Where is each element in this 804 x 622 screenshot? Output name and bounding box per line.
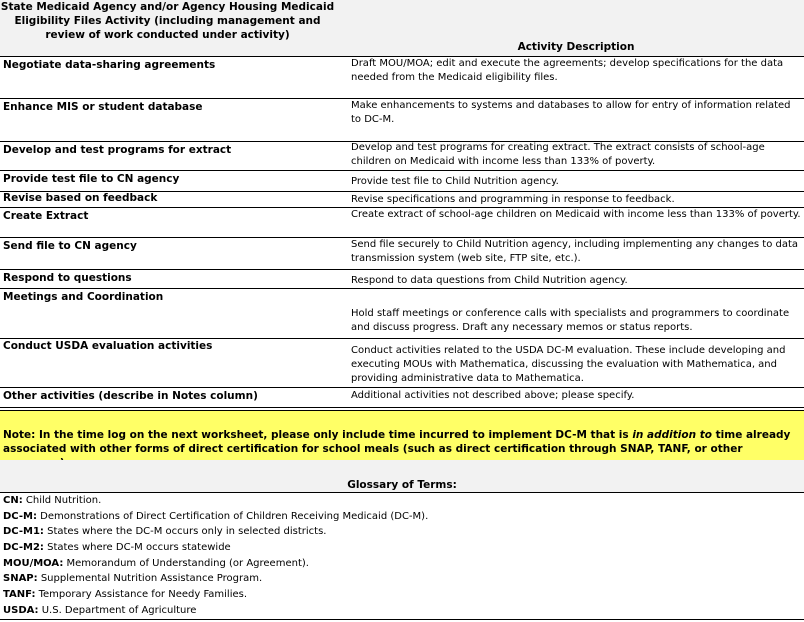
table-row [0,339,804,388]
activity-description: Respond to data questions from Child Nutrition agency. [351,275,628,286]
table-row [0,238,804,270]
bottom-border [0,619,804,620]
activity-name: Negotiate data-sharing agreements [3,59,216,71]
glossary-item: DC-M2: States where DC-M occurs statewide [3,542,231,553]
activity-description: Conduct activities related to the USDA DC-M evaluation. These include developing and executing MOUs with Mathematica, discussing the evaluation with Mathematica, and providing administrative data to Mathematica. [351,345,786,384]
table-row [0,99,804,142]
activity-name: Conduct USDA evaluation activities [3,340,213,352]
glossary-item: CN: Child Nutrition. [3,495,102,506]
glossary-item: TANF: Temporary Assistance for Needy Families. [3,589,248,600]
activity-description: Draft MOU/MOA; edit and execute the agreements; develop specifications for the data needed from the Medicaid eligibility files. [351,58,784,83]
glossary-item: DC-M1: States where the DC-M occurs only in selected districts. [3,526,327,537]
table-row [0,270,804,289]
activity-description: Send file securely to Child Nutrition agency, including implementing any changes to data transmission system (web site, FTP site, etc.). [351,239,799,264]
activity-name: Respond to questions [3,272,132,284]
glossary-title: Glossary of Terms: [347,479,457,491]
activity-name: Enhance MIS or student database [3,101,203,113]
activity-description: Make enhancements to systems and databases to allow for entry of information related to DC-M. [351,100,791,125]
activity-name: Create Extract [3,210,89,222]
activity-description: Revise specifications and programming in response to feedback. [351,194,675,205]
table-row [0,142,804,171]
table-header [0,0,804,57]
activity-name: Other activities (describe in Notes column) [3,390,258,402]
table-row [0,171,804,192]
table-row [0,208,804,238]
activity-description: Create extract of school-age children on Medicaid with income less than 133% of poverty. [351,209,801,220]
activity-name: Meetings and Coordination [3,291,164,303]
glossary-item: MOU/MOA: Memorandum of Understanding (or Agreement). [3,558,309,569]
table-row [0,57,804,99]
glossary-item: USDA: U.S. Department of Agriculture [3,605,197,616]
table-row [0,388,804,408]
activity-name: Develop and test programs for extract [3,144,232,156]
activity-name: Provide test file to CN agency [3,173,180,185]
activity-description: Develop and test programs for creating extract. The extract consists of school-age children on Medicaid with income less than 133% of poverty. [351,142,765,167]
activity-column-header: State Medicaid Agency and/or Agency Housing Medicaid Eligibility Files Activity (including management and review of work conducted under activity) [0,1,335,41]
table-row [0,289,804,339]
note-box [0,410,804,461]
note-emphasis: in addition to [632,429,712,441]
glossary-header [0,460,804,493]
note-text: Note: In the time log on the next worksheet, please only include time incurred to implement DC-M that is in addition to time already associated with other forms of direct certification for school meals (such as direct certification through SNAP, TANF, or other [3,429,791,455]
table-row [0,192,804,208]
activity-description: Additional activities not described above; please specify. [351,390,635,401]
activity-description: Provide test file to Child Nutrition agency. [351,176,559,187]
activity-description: Hold staff meetings or conference calls with specialists and programmers to coordinate and discuss progress. Draft any necessary memos or status reports. [351,308,790,333]
activity-name: Send file to CN agency [3,240,137,252]
glossary-item: DC-M: Demonstrations of Direct Certification of Children Receiving Medicaid (DC-M). [3,511,429,522]
activity-name: Revise based on feedback [3,192,158,204]
glossary-item: SNAP: Supplemental Nutrition Assistance Program. [3,573,263,584]
description-column-header: Activity Description [517,41,635,53]
